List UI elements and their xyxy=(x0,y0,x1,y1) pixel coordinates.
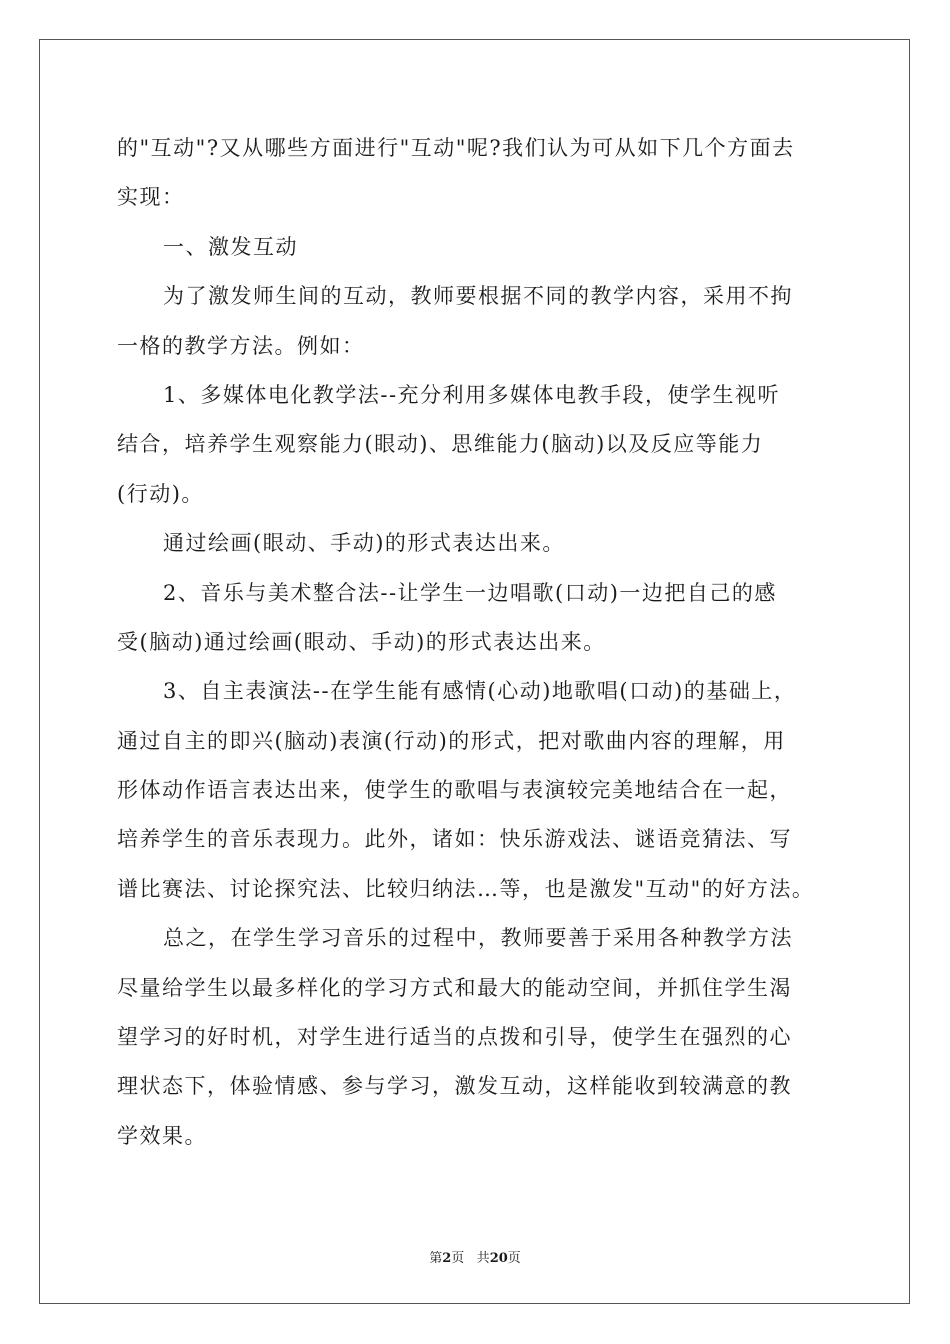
text-line: 2、音乐与美术整合法--让学生一边唱歌(口动)一边把自己的感 xyxy=(163,580,777,605)
text-line: 3、自主表演法--在学生能有感情(心动)地歌唱(口动)的基础上， xyxy=(163,679,797,704)
text-line: 谱比赛法、讨论探究法、比较归纳法…等，也是激发"互动"的好方法。 xyxy=(117,876,815,901)
text-line: 学效果。 xyxy=(117,1123,207,1148)
text-line: 总之，在学生学习音乐的过程中，教师要善于采用各种教学方法 xyxy=(163,926,793,951)
text-line: 望学习的好时机，对学生进行适当的点拨和引导，使学生在强烈的心 xyxy=(117,1025,792,1050)
page-footer xyxy=(0,1247,950,1266)
text-line: 尽量给学生以最多样化的学习方式和最大的能动空间，并抓住学生渴 xyxy=(117,975,792,1000)
text-line: 一格的教学方法。例如： xyxy=(117,333,365,358)
text-line: 通过绘画(眼动、手动)的形式表达出来。 xyxy=(163,531,565,556)
text-line: 受(脑动)通过绘画(眼动、手动)的形式表达出来。 xyxy=(117,629,606,654)
text-line: 通过自主的即兴(脑动)表演(行动)的形式，把对歌曲内容的理解，用 xyxy=(117,728,786,753)
page-prefix: 第 xyxy=(429,1251,443,1266)
text-line: 为了激发师生间的互动，教师要根据不同的教学内容，采用不拘 xyxy=(163,284,793,309)
page-suffix: 页 xyxy=(451,1251,465,1266)
document-body xyxy=(117,124,837,1161)
text-line: (行动)。 xyxy=(117,481,204,506)
text-line: 培养学生的音乐表现力。此外，诸如：快乐游戏法、谜语竞猜法、写 xyxy=(117,827,792,852)
total-suffix: 页 xyxy=(507,1251,521,1266)
text-line: 形体动作语言表达出来，使学生的歌唱与表演较完美地结合在一起， xyxy=(117,778,792,803)
text-line: 实现： xyxy=(117,185,185,210)
text-line: 结合，培养学生观察能力(眼动)、思维能力(脑动)以及反应等能力 xyxy=(117,432,764,457)
total-pages: 20 xyxy=(489,1251,508,1266)
page-number: 2 xyxy=(442,1251,452,1266)
total-prefix: 共 xyxy=(476,1251,490,1266)
text-line: 的"互动"?又从哪些方面进行"互动"呢?我们认为可从如下几个方面去 xyxy=(117,136,795,160)
text-line: 理状态下，体验情感、参与学习，激发互动，这样能收到较满意的教 xyxy=(117,1074,792,1099)
text-line: 1、多媒体电化教学法--充分利用多媒体电教手段，使学生视听 xyxy=(163,382,781,407)
text-line: 一、激发互动 xyxy=(163,234,298,259)
